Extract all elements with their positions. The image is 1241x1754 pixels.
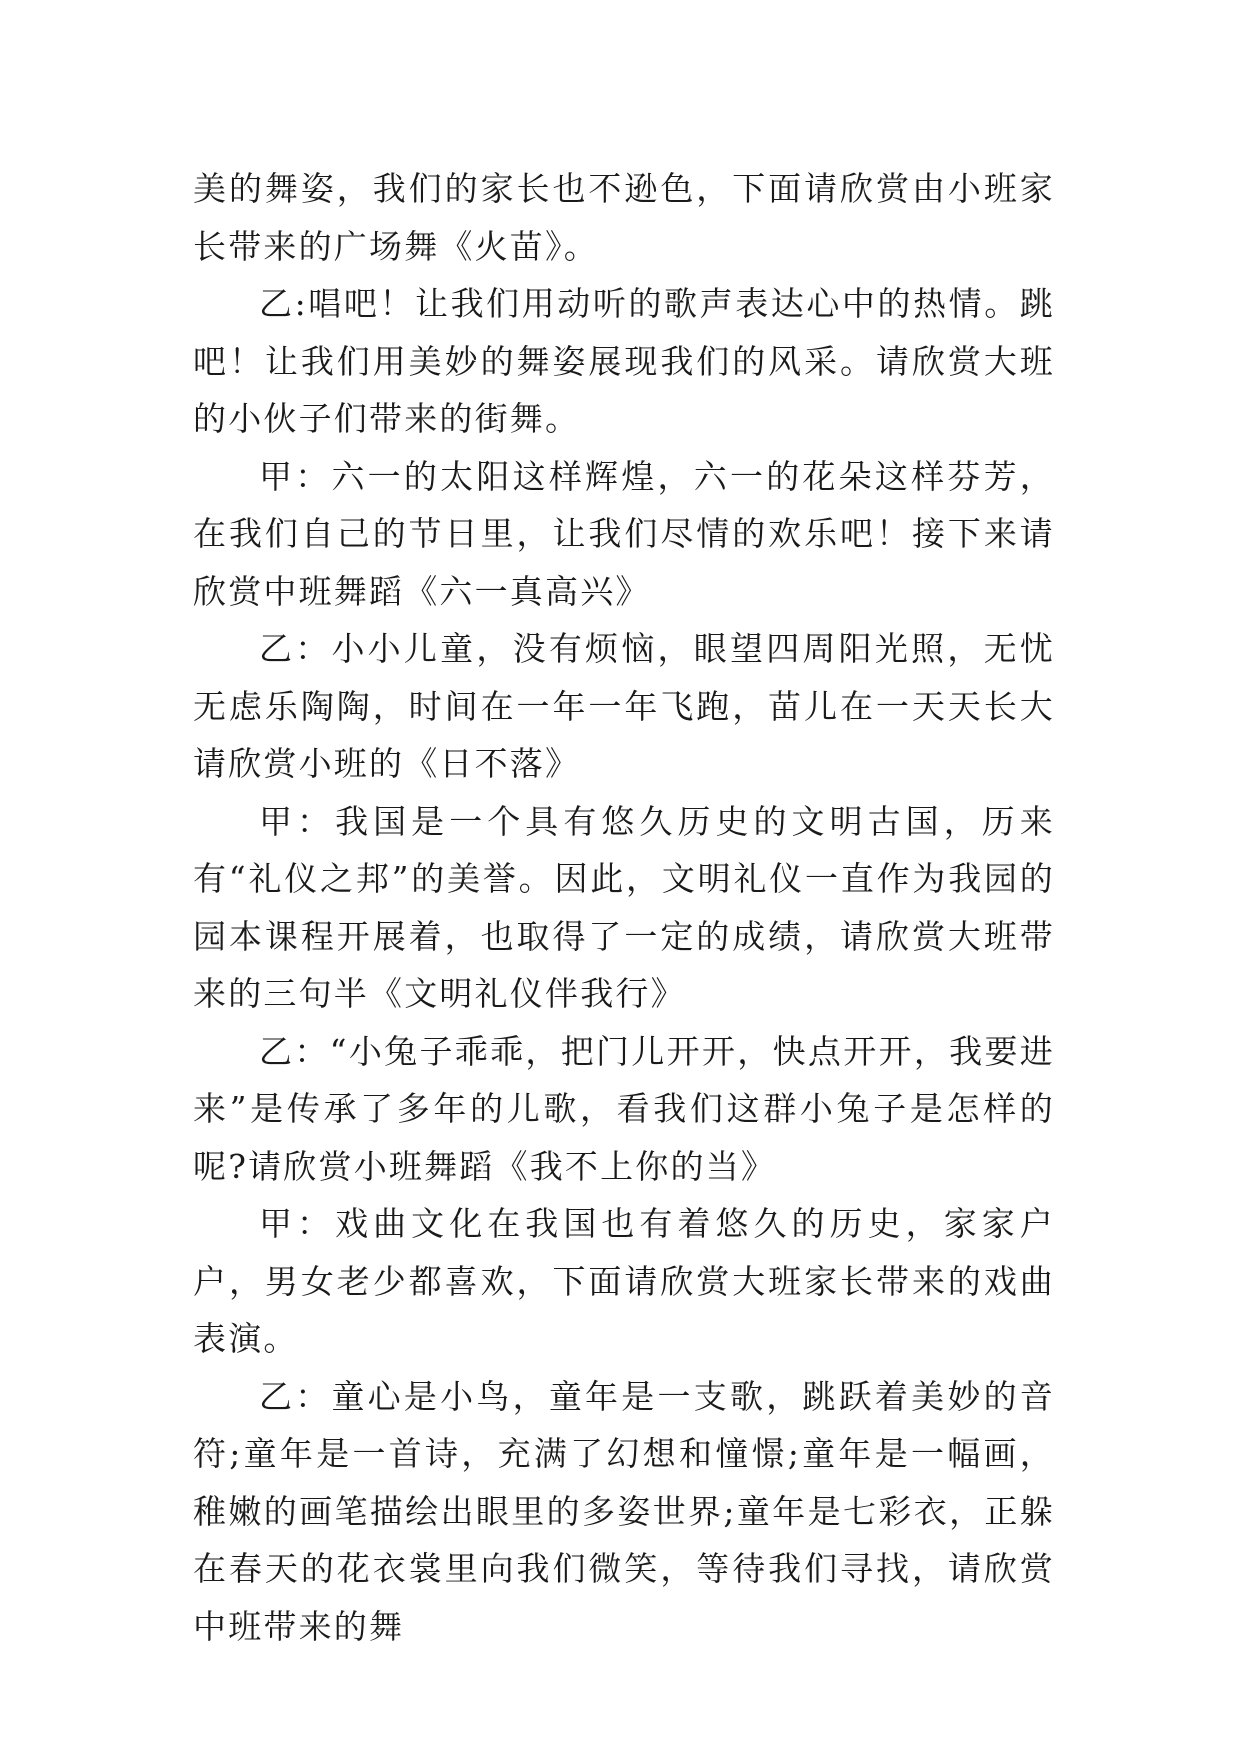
paragraph-5: 甲：我国是一个具有悠久历史的文明古国，历来有“礼仪之邦”的美誉。因此，文明礼仪一直作为我园的园本课程开展着，也取得了一定的成绩，请欣赏大班带来的三句半《文明礼仪伴我行》 [193, 801, 1055, 1013]
paragraph-8: 乙：童心是小鸟，童年是一支歌，跳跃着美妙的音符;童年是一首诗，充满了幻想和憧憬;童年是一幅画，稚嫩的画笔描绘出眼里的多姿世界;童年是七彩衣，正躲在春天的花衣裳里向我们微笑，等待我们寻找，请欣赏中班带来的舞 [193, 1376, 1055, 1646]
document-body [193, 160, 1055, 1655]
paragraph-2: 乙:唱吧！让我们用动听的歌声表达心中的热情。跳吧！让我们用美妙的舞姿展现我们的风采。请欣赏大班的小伙子们带来的街舞。 [193, 284, 1055, 438]
paragraph-3: 甲：六一的太阳这样辉煌，六一的花朵这样芬芳，在我们自己的节日里，让我们尽情的欢乐吧！接下来请欣赏中班舞蹈《六一真高兴》 [193, 456, 1055, 611]
paragraph-1: 美的舞姿，我们的家长也不逊色，下面请欣赏由小班家长带来的广场舞《火苗》。 [193, 169, 1055, 266]
paragraph-6: 乙：“小兔子乖乖，把门儿开开，快点开开，我要进来”是传承了多年的儿歌，看我们这群小兔子是怎样的呢?请欣赏小班舞蹈《我不上你的当》 [193, 1031, 1055, 1186]
paragraph-4: 乙：小小儿童，没有烦恼，眼望四周阳光照，无忧无虑乐陶陶，时间在一年一年飞跑，苗儿在一天天长大请欣赏小班的《日不落》 [193, 629, 1055, 783]
paragraph-7: 甲：戏曲文化在我国也有着悠久的历史，家家户户，男女老少都喜欢，下面请欣赏大班家长带来的戏曲表演。 [193, 1204, 1055, 1358]
